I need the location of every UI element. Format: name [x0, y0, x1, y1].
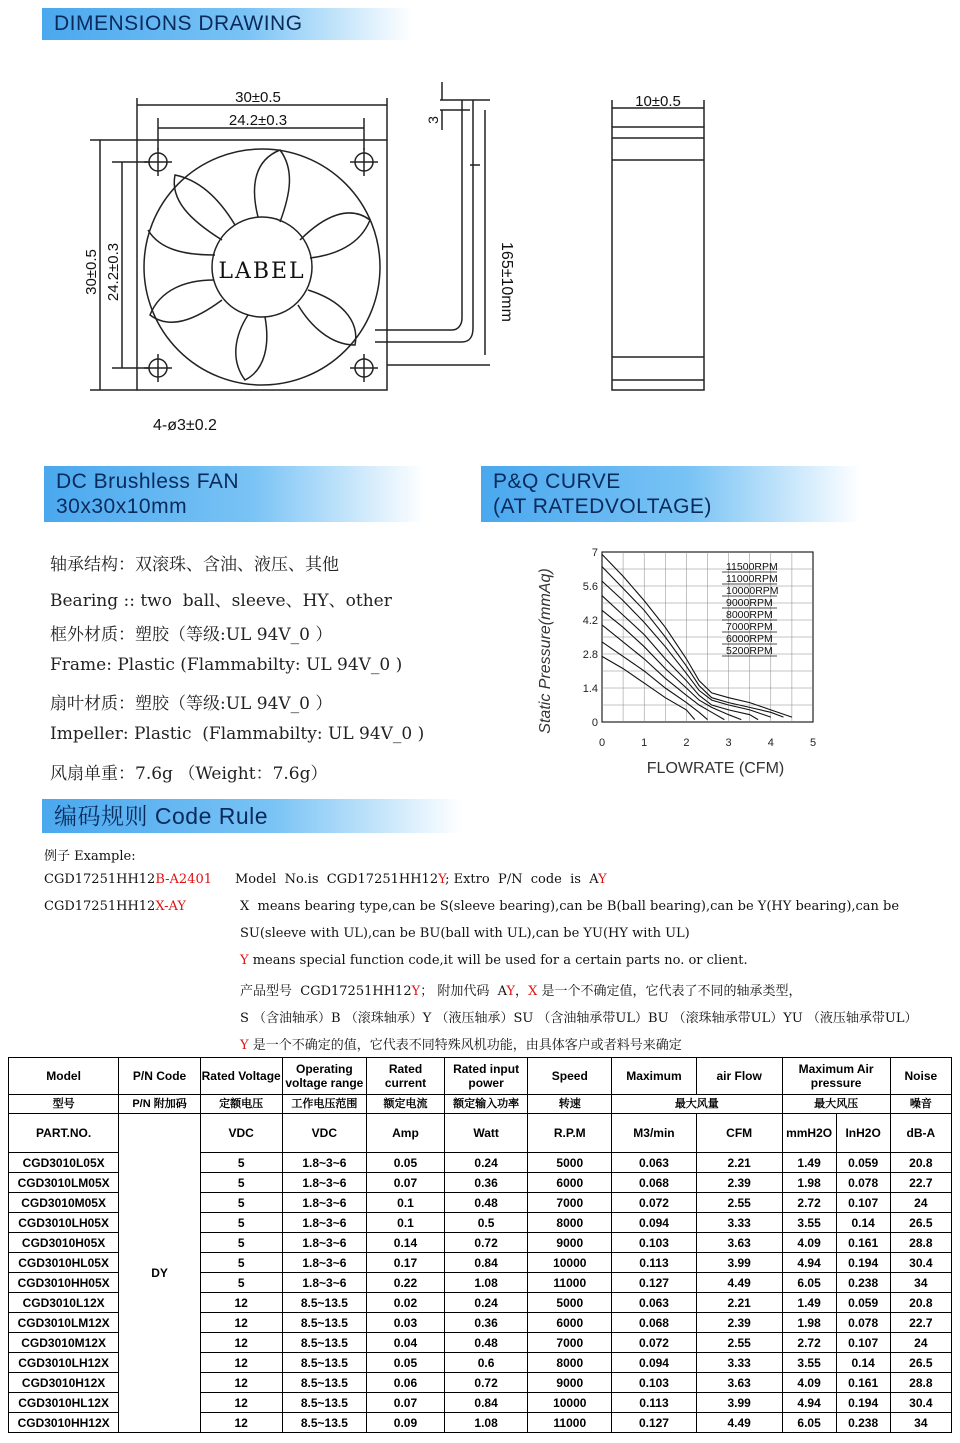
table-cell: 5: [200, 1173, 282, 1193]
y-tick-label: 0: [591, 717, 598, 729]
table-cell: CGD3010HH12X: [9, 1413, 119, 1433]
table-cell: 3.63: [696, 1373, 782, 1393]
table-cell: CGD3010LH05X: [9, 1213, 119, 1233]
table-cell: 5: [200, 1273, 282, 1293]
dim-cable-length: 165±10mm: [498, 242, 515, 322]
table-cell: 1.8~3~6: [282, 1273, 367, 1293]
ex2-x: X: [155, 899, 165, 914]
th-cn-current: 额定电流: [367, 1095, 445, 1114]
table-cell: CGD3010H12X: [9, 1373, 119, 1393]
th-cn-pncode: P/N 附加码: [119, 1095, 201, 1114]
table-cell: 5: [200, 1213, 282, 1233]
table-cell: 12: [200, 1393, 282, 1413]
table-cell: 0.24: [444, 1293, 528, 1313]
th-unit-vdc: VDC: [200, 1114, 282, 1153]
table-cell: 0.127: [612, 1413, 697, 1433]
table-cell: 12: [200, 1313, 282, 1333]
th-unit-inh2o: InH2O: [836, 1114, 890, 1153]
table-cell: 30.4: [890, 1393, 951, 1413]
table-cell: 3.33: [696, 1353, 782, 1373]
x-tick-label: 4: [767, 737, 774, 749]
table-cell: 12: [200, 1413, 282, 1433]
table-cell: 30.4: [890, 1253, 951, 1273]
th-partno: PART.NO.: [9, 1114, 119, 1153]
table-cell: 0.04: [367, 1333, 445, 1353]
table-cell: 2.55: [696, 1193, 782, 1213]
table-cell: 0.107: [836, 1333, 890, 1353]
table-cell: 1.08: [444, 1273, 528, 1293]
table-cell: 0.6: [444, 1353, 528, 1373]
table-cell: 1.49: [782, 1153, 836, 1173]
rule-5c: ，: [515, 984, 529, 999]
table-cell: 0.84: [444, 1393, 528, 1413]
th-cn-speed: 转速: [528, 1095, 612, 1114]
table-cell: 20.8: [890, 1293, 951, 1313]
dim-cable-3: 3: [425, 116, 441, 124]
table-cell: 0.1: [367, 1213, 445, 1233]
rule-1b: ; Extro P/N code is A: [445, 872, 599, 887]
fan-banner: [44, 466, 424, 522]
pn-code-cell: DY: [119, 1114, 201, 1433]
spec-frame-cn: 框外材质：塑胶（等级:UL 94V_0 ）: [50, 625, 333, 645]
ex2-prefix: CGD17251HH12: [44, 899, 156, 914]
y-tick-label: 5.6: [582, 581, 598, 593]
table-cell: 0.078: [836, 1313, 890, 1333]
ex2-y: Y: [177, 899, 186, 914]
legend-entry: 5200RPM: [726, 645, 773, 657]
table-cell: 2.21: [696, 1293, 782, 1313]
x-axis-label: FLOWRATE (CFM): [646, 760, 785, 777]
rule-5a: 产品型号 CGD17251HH12: [240, 984, 412, 999]
table-cell: CGD3010H05X: [9, 1233, 119, 1253]
table-cell: 0.06: [367, 1373, 445, 1393]
th-cn-range: 工作电压范围: [282, 1095, 367, 1114]
table-cell: 0.22: [367, 1273, 445, 1293]
table-cell: 12: [200, 1293, 282, 1313]
rule-7: 是一个不确定的值，它代表不同特殊风机功能，由具体客户或者料号来确定: [248, 1038, 682, 1053]
table-cell: CGD3010M12X: [9, 1333, 119, 1353]
th-unit-vdc2: VDC: [282, 1114, 367, 1153]
x-tick-label: 3: [725, 737, 732, 749]
table-cell: 12: [200, 1333, 282, 1353]
table-cell: 24: [890, 1193, 951, 1213]
table-cell: 0.09: [367, 1413, 445, 1433]
table-cell: 4.09: [782, 1233, 836, 1253]
legend-entry: 11500RPM: [726, 561, 778, 573]
table-cell: CGD3010LM05X: [9, 1173, 119, 1193]
ex1-dash: -A: [165, 872, 179, 887]
table-cell: 8.5~13.5: [282, 1353, 367, 1373]
th-unit-mmh2o: mmH2O: [782, 1114, 836, 1153]
rule-5y2: Y: [506, 984, 516, 999]
table-cell: 3.99: [696, 1393, 782, 1413]
table-cell: 6.05: [782, 1413, 836, 1433]
table-cell: 5: [200, 1233, 282, 1253]
table-cell: 8000: [528, 1213, 612, 1233]
th-air-pressure: Maximum Air pressure: [782, 1058, 890, 1095]
x-tick-label: 1: [641, 737, 648, 749]
table-cell: 0.17: [367, 1253, 445, 1273]
rule-line-3: SU(sleeve with UL),can be BU(ball with UL),can be YU(HY with UL): [240, 926, 690, 941]
example-2: [44, 899, 186, 914]
th-cn-model: 型号: [9, 1095, 119, 1114]
table-cell: 3.63: [696, 1233, 782, 1253]
table-cell: 0.03: [367, 1313, 445, 1333]
rule-line-7: [240, 1034, 682, 1053]
fan-title-1: DC Brushless FAN: [56, 470, 240, 493]
table-cell: 0.48: [444, 1193, 528, 1213]
table-cell: 22.7: [890, 1313, 951, 1333]
table-cell: 0.14: [367, 1233, 445, 1253]
table-header-units: [9, 1114, 952, 1153]
table-cell: 2.72: [782, 1193, 836, 1213]
table-cell: 6000: [528, 1173, 612, 1193]
ex2-dash: -A: [164, 899, 178, 914]
table-cell: 0.127: [612, 1273, 697, 1293]
table-cell: 5: [200, 1193, 282, 1213]
rule-line-6: S （含油轴承）B （滚珠轴承）Y （液压轴承）SU （含油轴承带UL）BU （滚珠轴承带UL）YU （液压轴承带UL）: [240, 1011, 918, 1026]
legend-entry: 8000RPM: [726, 609, 773, 621]
spec-weight: 风扇单重：7.6g （Weight：7.6g）: [50, 764, 328, 784]
table-cell: 0.103: [612, 1373, 697, 1393]
rule-line-4: [240, 953, 748, 968]
th-cn-power: 额定输入功率: [444, 1095, 528, 1114]
table-cell: 8000: [528, 1353, 612, 1373]
table-cell: 5000: [528, 1293, 612, 1313]
table-cell: 8.5~13.5: [282, 1413, 367, 1433]
table-cell: CGD3010M05X: [9, 1193, 119, 1213]
table-cell: 12: [200, 1353, 282, 1373]
table-cell: CGD3010HH05X: [9, 1273, 119, 1293]
table-cell: 0.094: [612, 1353, 697, 1373]
table-cell: 2.72: [782, 1333, 836, 1353]
table-cell: CGD3010HL05X: [9, 1253, 119, 1273]
rule-4: means special function code,it will be used for a certain parts no. or client.: [248, 953, 748, 968]
table-cell: CGD3010HL12X: [9, 1393, 119, 1413]
table-cell: 3.55: [782, 1213, 836, 1233]
rule-1y: Y: [438, 872, 446, 887]
table-cell: 26.5: [890, 1213, 951, 1233]
pq-chart: [510, 540, 930, 790]
table-cell: 11000: [528, 1273, 612, 1293]
table-cell: 1.8~3~6: [282, 1193, 367, 1213]
table-cell: 0.194: [836, 1393, 890, 1413]
table-cell: 0.063: [612, 1293, 697, 1313]
table-cell: 0.238: [836, 1413, 890, 1433]
rule-line-2: X means bearing type,can be S(sleeve bearing),can be B(ball bearing),can be Y(HY bearing),can be: [240, 899, 900, 914]
table-cell: 0.072: [612, 1193, 697, 1213]
dim-width: 30±0.5: [235, 89, 281, 106]
table-cell: 4.94: [782, 1253, 836, 1273]
rule-5b: ； 附加代码 A: [420, 984, 507, 999]
table-cell: 1.8~3~6: [282, 1233, 367, 1253]
table-cell: 1.8~3~6: [282, 1253, 367, 1273]
table-cell: CGD3010LM12X: [9, 1313, 119, 1333]
table-header-cn: [9, 1095, 952, 1114]
table-cell: 3.99: [696, 1253, 782, 1273]
table-cell: 0.068: [612, 1173, 697, 1193]
th-pncode: P/N Code: [119, 1058, 201, 1095]
table-cell: 0.103: [612, 1233, 697, 1253]
code-title: 编码规则 Code Rule: [54, 803, 269, 829]
th-unit-amp: Amp: [367, 1114, 445, 1153]
table-cell: 4.49: [696, 1273, 782, 1293]
y-tick-label: 4.2: [582, 615, 598, 627]
table-cell: 0.063: [612, 1153, 697, 1173]
th-rated-current: Rated current: [367, 1058, 445, 1095]
table-cell: 0.238: [836, 1273, 890, 1293]
table-cell: 1.8~3~6: [282, 1173, 367, 1193]
table-cell: 5000: [528, 1153, 612, 1173]
table-cell: 0.059: [836, 1293, 890, 1313]
table-cell: 4.09: [782, 1373, 836, 1393]
table-cell: 34: [890, 1273, 951, 1293]
dimensions-drawing: [0, 40, 960, 490]
table-cell: 12: [200, 1373, 282, 1393]
ex1-prefix: CGD17251HH12: [44, 872, 156, 887]
table-cell: 6.05: [782, 1273, 836, 1293]
table-cell: 1.98: [782, 1173, 836, 1193]
table-cell: 28.8: [890, 1373, 951, 1393]
table-cell: 22.7: [890, 1173, 951, 1193]
th-cn-pressure: 最大风压: [782, 1095, 890, 1114]
spec-impeller-en: Impeller: Plastic (Flammabilty: UL 94V_0 ): [50, 724, 425, 744]
dim-height: 30±0.5: [83, 249, 100, 295]
table-cell: 8.5~13.5: [282, 1333, 367, 1353]
th-cn-airflow: 最大风量: [612, 1095, 782, 1114]
table-cell: 10000: [528, 1393, 612, 1413]
legend-entry: 9000RPM: [726, 597, 773, 609]
table-cell: 0.84: [444, 1253, 528, 1273]
table-cell: 0.072: [612, 1333, 697, 1353]
x-tick-label: 0: [598, 737, 606, 749]
spec-table: [8, 1057, 952, 1433]
ex1-b: B: [155, 872, 166, 887]
table-cell: 2.39: [696, 1313, 782, 1333]
th-noise: Noise: [890, 1058, 951, 1095]
th-model: Model: [9, 1058, 119, 1095]
table-cell: 1.98: [782, 1313, 836, 1333]
table-cell: 0.72: [444, 1233, 528, 1253]
table-cell: 3.55: [782, 1353, 836, 1373]
table-cell: 2.21: [696, 1153, 782, 1173]
y-axis-label: Static Pressure(mmAq): [537, 568, 554, 734]
table-cell: 0.161: [836, 1233, 890, 1253]
ex1-num: 2401: [178, 872, 212, 887]
rule-5x: X: [528, 984, 538, 999]
table-cell: 3.33: [696, 1213, 782, 1233]
example-label: 例子 Example:: [44, 849, 136, 864]
table-cell: 1.08: [444, 1413, 528, 1433]
table-cell: 9000: [528, 1233, 612, 1253]
table-cell: 7000: [528, 1333, 612, 1353]
th-operating-voltage: Operating voltage range: [282, 1058, 367, 1095]
example-1: [44, 872, 212, 887]
rule-7y: Y: [240, 1038, 249, 1053]
table-cell: 5: [200, 1153, 282, 1173]
table-cell: CGD3010LH12X: [9, 1353, 119, 1373]
table-cell: 0.094: [612, 1213, 697, 1233]
series-line-7000rpm: [602, 625, 724, 720]
table-cell: 0.059: [836, 1153, 890, 1173]
table-cell: 0.194: [836, 1253, 890, 1273]
table-cell: 1.49: [782, 1293, 836, 1313]
th-cn-voltage: 定额电压: [200, 1095, 282, 1114]
table-cell: 34: [890, 1413, 951, 1433]
table-cell: 0.72: [444, 1373, 528, 1393]
table-cell: 1.8~3~6: [282, 1213, 367, 1233]
table-cell: 0.07: [367, 1393, 445, 1413]
pq-title-1: P&Q CURVE: [493, 470, 621, 493]
rule-line-1: [235, 872, 607, 887]
th-maximum: Maximum: [612, 1058, 697, 1095]
table-cell: 0.1: [367, 1193, 445, 1213]
y-tick-label: 1.4: [582, 683, 598, 695]
table-cell: 8.5~13.5: [282, 1313, 367, 1333]
table-cell: 0.5: [444, 1213, 528, 1233]
spec-bearing-cn: 轴承结构：双滚珠、含油、液压、其他: [50, 555, 339, 575]
table-cell: 0.36: [444, 1173, 528, 1193]
table-cell: 8.5~13.5: [282, 1393, 367, 1413]
th-unit-cfm: CFM: [696, 1114, 782, 1153]
x-tick-label: 5: [809, 737, 817, 749]
pq-banner: [481, 466, 861, 522]
legend-entry: 7000RPM: [726, 621, 773, 633]
spec-bearing-en: Bearing :: two ball、sleeve、HY、other: [50, 591, 392, 611]
th-rated-power: Rated input power: [444, 1058, 528, 1095]
table-cell: 8.5~13.5: [282, 1293, 367, 1313]
dimensions-banner: [42, 8, 412, 40]
table-cell: 8.5~13.5: [282, 1373, 367, 1393]
table-cell: 0.05: [367, 1353, 445, 1373]
table-cell: 20.8: [890, 1153, 951, 1173]
table-cell: 7000: [528, 1193, 612, 1213]
th-rated-voltage: Rated Voltage: [200, 1058, 282, 1095]
table-cell: 10000: [528, 1253, 612, 1273]
table-cell: 0.078: [836, 1173, 890, 1193]
spec-frame-en: Frame: Plastic (Flammabilty: UL 94V_0 ): [50, 655, 403, 675]
table-cell: 1.8~3~6: [282, 1153, 367, 1173]
table-cell: 26.5: [890, 1353, 951, 1373]
table-cell: 6000: [528, 1313, 612, 1333]
dim-thickness: 10±0.5: [635, 93, 681, 110]
table-cell: 4.49: [696, 1413, 782, 1433]
fan-label-text: LABEL: [218, 259, 306, 284]
rule-line-5: [240, 980, 801, 999]
dimensions-title: DIMENSIONS DRAWING: [54, 12, 303, 35]
table-cell: 5: [200, 1253, 282, 1273]
table-cell: 0.48: [444, 1333, 528, 1353]
legend-entry: 11000RPM: [726, 573, 778, 585]
table-cell: 0.14: [836, 1213, 890, 1233]
dim-inner-width: 24.2±0.3: [228, 112, 288, 129]
th-unit-m3min: M3/min: [612, 1114, 697, 1153]
table-cell: 0.02: [367, 1293, 445, 1313]
th-cn-noise: 噪音: [890, 1095, 951, 1114]
table-cell: 24: [890, 1333, 951, 1353]
rule-5y: Y: [411, 984, 421, 999]
rule-5d: 是一个不确定值，它代表了不同的轴承类型，: [537, 984, 802, 999]
table-cell: 0.14: [836, 1353, 890, 1373]
table-cell: 0.107: [836, 1193, 890, 1213]
table-cell: CGD3010L12X: [9, 1293, 119, 1313]
rule-4y: Y: [240, 953, 249, 968]
table-cell: 28.8: [890, 1233, 951, 1253]
table-cell: 0.113: [612, 1393, 697, 1413]
code-banner: [42, 799, 462, 833]
th-unit-dba: dB-A: [890, 1114, 951, 1153]
table-cell: 0.24: [444, 1153, 528, 1173]
legend-entry: 6000RPM: [726, 633, 773, 645]
x-tick-label: 2: [683, 737, 690, 749]
table-cell: 2.39: [696, 1173, 782, 1193]
pq-title-2: (AT RATEDVOLTAGE): [493, 495, 712, 518]
table-cell: 0.161: [836, 1373, 890, 1393]
y-tick-label: 7: [591, 547, 598, 559]
th-unit-watt: Watt: [444, 1114, 528, 1153]
th-speed: Speed: [528, 1058, 612, 1095]
table-cell: 9000: [528, 1373, 612, 1393]
table-header-en: [9, 1058, 952, 1095]
table-cell: 11000: [528, 1413, 612, 1433]
table-cell: CGD3010L05X: [9, 1153, 119, 1173]
table-cell: 0.07: [367, 1173, 445, 1193]
table-cell: 0.36: [444, 1313, 528, 1333]
th-unit-rpm: R.P.M: [528, 1114, 612, 1153]
table-cell: 0.068: [612, 1313, 697, 1333]
legend-entry: 10000RPM: [726, 585, 779, 597]
rule-1a: Model No.is CGD17251HH12: [235, 872, 439, 887]
fan-title-2: 30x30x10mm: [56, 495, 188, 518]
dim-inner-height: 24.2±0.3: [105, 242, 122, 302]
th-airflow: air Flow: [696, 1058, 782, 1095]
table-cell: 0.113: [612, 1253, 697, 1273]
dim-holes: 4-ø3±0.2: [153, 417, 217, 434]
table-cell: 4.94: [782, 1393, 836, 1413]
table-cell: 0.05: [367, 1153, 445, 1173]
y-tick-label: 2.8: [582, 649, 598, 661]
spec-impeller-cn: 扇叶材质：塑胶（等级:UL 94V_0 ）: [50, 694, 333, 714]
rule-1y2: Y: [598, 872, 607, 887]
table-cell: 2.55: [696, 1333, 782, 1353]
